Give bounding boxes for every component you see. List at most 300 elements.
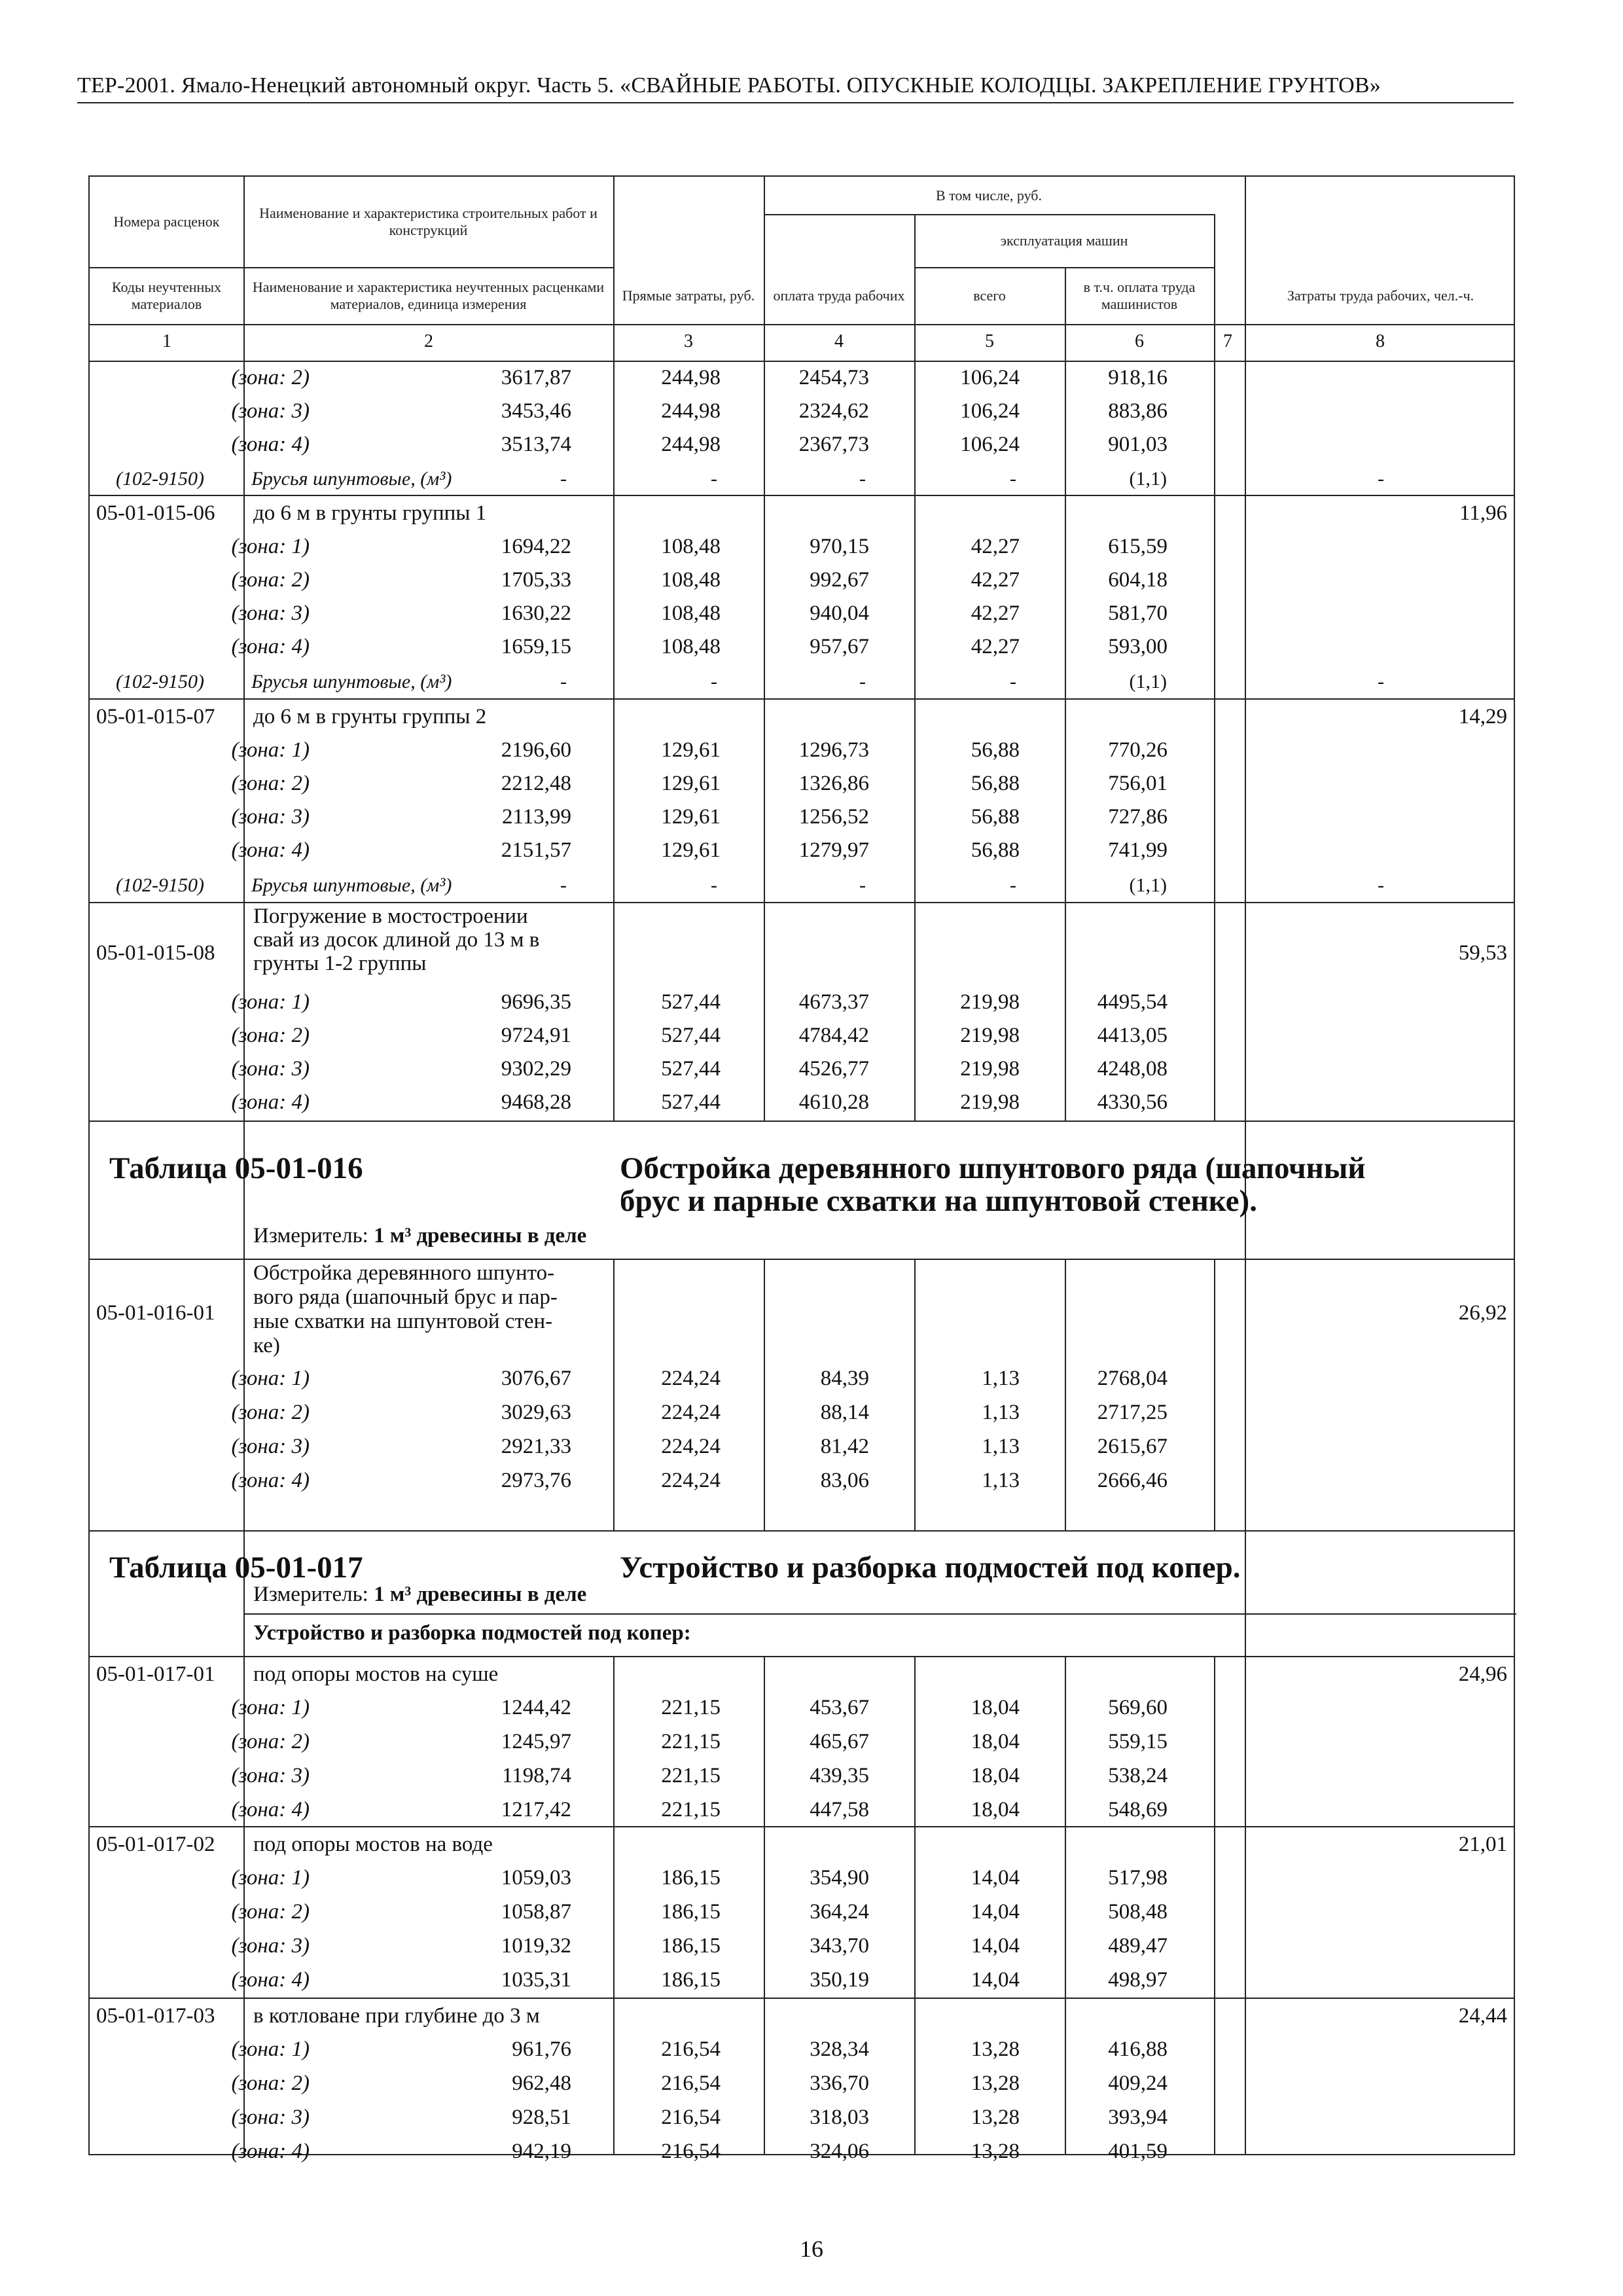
materials-cost: 581,70 — [1108, 601, 1168, 625]
machines-total: 1326,86 — [798, 772, 869, 795]
zone-label: (зона: 2) — [231, 1900, 310, 1924]
zone-label: (зона: 4) — [231, 1469, 310, 1492]
col-labor: Затраты труда рабочих, чел.-ч. — [1287, 287, 1474, 304]
empty-value: - — [711, 874, 717, 896]
direct-cost: 9696,35 — [501, 990, 571, 1014]
col-num: 1 — [162, 331, 171, 351]
zone-label: (зона: 3) — [231, 1764, 310, 1787]
wages-cost: 224,24 — [661, 1435, 721, 1458]
machinist-wages: 106,24 — [960, 399, 1020, 423]
machinist-wages: 14,04 — [971, 1900, 1020, 1924]
table-row — [90, 596, 1514, 630]
table-row — [90, 700, 1514, 734]
table-row — [90, 563, 1514, 597]
rate-name: вого ряда (шапочный брус и пар- — [253, 1285, 558, 1309]
wages-cost: 186,15 — [661, 1934, 721, 1958]
direct-cost: 1019,32 — [501, 1934, 571, 1958]
empty-value: - — [859, 874, 866, 896]
labor-cost: 59,53 — [1458, 941, 1507, 965]
direct-cost: 2196,60 — [501, 738, 571, 762]
machinist-wages: 1,13 — [982, 1367, 1020, 1390]
table-title: Устройство и разборка подмостей под копер. — [620, 1551, 1241, 1585]
machines-total: 4526,77 — [798, 1057, 869, 1081]
rate-name: до 6 м в грунты группы 2 — [253, 705, 487, 728]
direct-cost: 2113,99 — [501, 805, 571, 829]
machines-total: 88,14 — [820, 1401, 869, 1424]
empty-value: - — [1378, 671, 1384, 692]
rate-code: 05-01-015-08 — [96, 941, 215, 965]
material-name: Брусья шпунтовые, (м³) — [251, 671, 452, 692]
machinist-wages: 18,04 — [971, 1764, 1020, 1787]
machinist-wages: 13,28 — [971, 2037, 1020, 2061]
direct-cost: 3453,46 — [501, 399, 571, 423]
machines-total: 364,24 — [810, 1900, 869, 1924]
zone-label: (зона: 1) — [231, 738, 310, 762]
zone-label: (зона: 4) — [231, 635, 310, 658]
table-row — [90, 462, 1514, 496]
wages-cost: 224,24 — [661, 1367, 721, 1390]
machines-total: 328,34 — [810, 2037, 869, 2061]
machinist-wages: 219,98 — [960, 1057, 1020, 1081]
rate-code: 05-01-017-03 — [96, 2004, 215, 2028]
table-row — [90, 630, 1514, 664]
machinist-wages: 18,04 — [971, 1798, 1020, 1821]
machinist-wages: 106,24 — [960, 433, 1020, 456]
section-heading: Устройство и разборка подмостей под копер: — [253, 1621, 691, 1645]
table-title: Обстройка деревянного шпунтового ряда (шапочный — [620, 1151, 1366, 1185]
machines-total: 970,15 — [810, 535, 869, 558]
machines-total: 4610,28 — [798, 1090, 869, 1114]
materials-cost: 548,69 — [1108, 1798, 1168, 1821]
table-row — [90, 985, 1514, 1019]
col-rate-numbers: Номера расценок — [113, 213, 220, 230]
rate-code: 05-01-017-01 — [96, 1662, 215, 1686]
col-codes: Коды неучтенных материалов — [111, 278, 222, 312]
direct-cost: 1659,15 — [501, 635, 571, 658]
wages-cost: 216,54 — [661, 2037, 721, 2061]
direct-cost: 1217,42 — [501, 1798, 571, 1821]
col-num: 4 — [834, 331, 844, 351]
rate-name: свай из досок длиной до 13 м в — [253, 928, 540, 952]
machinist-wages: 42,27 — [971, 568, 1020, 592]
machines-total: 324,06 — [810, 2140, 869, 2163]
direct-cost: 1694,22 — [501, 535, 571, 558]
zone-label: (зона: 4) — [231, 1968, 310, 1992]
table-row — [90, 1691, 1514, 1725]
col-incl: В том числе, руб. — [936, 187, 1042, 204]
zone-label: (зона: 2) — [231, 1024, 310, 1047]
machines-total: 957,67 — [810, 635, 869, 658]
material-code: (102-9150) — [116, 874, 204, 896]
machines-total: 2454,73 — [798, 366, 869, 389]
col-num: 2 — [424, 331, 433, 351]
direct-cost: 2212,48 — [501, 772, 571, 795]
page-number: 16 — [800, 2236, 823, 2262]
direct-cost: 1245,97 — [501, 1730, 571, 1753]
col-mach-wages: в т.ч. оплата труда машинистов — [1083, 278, 1196, 312]
wages-cost: 108,48 — [661, 635, 721, 658]
materials-cost: 756,01 — [1108, 772, 1168, 795]
zone-label: (зона: 3) — [231, 2106, 310, 2129]
empty-value: - — [711, 468, 717, 490]
machinist-wages: 13,28 — [971, 2140, 1020, 2163]
empty-value: - — [560, 468, 567, 490]
wages-cost: 244,98 — [661, 433, 721, 456]
machines-total: 81,42 — [820, 1435, 869, 1458]
wages-cost: 186,15 — [661, 1900, 721, 1924]
materials-cost: 416,88 — [1108, 2037, 1168, 2061]
col-name-unit: Наименование и характеристика неучтенных расценками материалов, единица измерения — [252, 278, 605, 312]
materials-cost: 409,24 — [1108, 2072, 1168, 2095]
labor-cost: 11,96 — [1459, 501, 1507, 525]
zone-label: (зона: 3) — [231, 1934, 310, 1958]
direct-cost: 3076,67 — [501, 1367, 571, 1390]
table-row — [90, 427, 1514, 461]
materials-cost: 727,86 — [1108, 805, 1168, 829]
machinist-wages: 219,98 — [960, 990, 1020, 1014]
machinist-wages: 13,28 — [971, 2106, 1020, 2129]
machinist-wages: 56,88 — [971, 738, 1020, 762]
wages-cost: 244,98 — [661, 366, 721, 389]
table-row — [90, 1793, 1514, 1827]
machines-total: 940,04 — [810, 601, 869, 625]
material-code: (102-9150) — [116, 671, 204, 692]
col-num: 5 — [985, 331, 994, 351]
direct-cost: 3617,87 — [501, 366, 571, 389]
direct-cost: 3029,63 — [501, 1401, 571, 1424]
machines-total: 2367,73 — [798, 433, 869, 456]
direct-cost: 1035,31 — [501, 1968, 571, 1992]
col-machines: эксплуатация машин — [1000, 232, 1128, 249]
materials-cost: 2615,67 — [1097, 1435, 1168, 1458]
wages-cost: 186,15 — [661, 1968, 721, 1992]
wages-cost: 108,48 — [661, 535, 721, 558]
zone-label: (зона: 4) — [231, 1090, 310, 1114]
material-name: Брусья шпунтовые, (м³) — [251, 874, 452, 896]
rate-code: 05-01-017-02 — [96, 1833, 215, 1856]
table-row — [90, 2032, 1514, 2066]
rate-code: 05-01-015-07 — [96, 705, 215, 728]
table-row — [90, 800, 1514, 834]
table-row — [90, 394, 1514, 428]
machines-total: 343,70 — [810, 1934, 869, 1958]
rate-name: ные схватки на шпунтовой стен- — [253, 1310, 553, 1333]
machines-total: 2324,62 — [798, 399, 869, 423]
machines-total: 4673,37 — [798, 990, 869, 1014]
machinist-wages: 106,24 — [960, 366, 1020, 389]
table-row — [90, 766, 1514, 800]
machinist-wages: 1,13 — [982, 1435, 1020, 1458]
direct-cost: 2921,33 — [501, 1435, 571, 1458]
material-code: (102-9150) — [116, 468, 204, 490]
col-num: 3 — [684, 331, 693, 351]
materials-cost: 4330,56 — [1097, 1090, 1168, 1114]
zone-label: (зона: 4) — [231, 2140, 310, 2163]
col-name-char: Наименование и характеристика строительных работ и конструкций — [259, 205, 597, 238]
material-quantity: (1,1) — [1129, 874, 1167, 896]
measure-unit: Измеритель: 1 м³ древесины в деле — [253, 1583, 587, 1606]
rate-name: под опоры мостов на воде — [253, 1833, 493, 1856]
wages-cost: 129,61 — [661, 838, 721, 862]
machinist-wages: 42,27 — [971, 535, 1020, 558]
direct-cost: 928,51 — [512, 2106, 571, 2129]
machines-total: 465,67 — [810, 1730, 869, 1753]
zone-label: (зона: 2) — [231, 2072, 310, 2095]
machinist-wages: 42,27 — [971, 601, 1020, 625]
machines-total: 447,58 — [810, 1798, 869, 1821]
wages-cost: 108,48 — [661, 568, 721, 592]
materials-cost: 569,60 — [1108, 1696, 1168, 1719]
table-row — [90, 1999, 1514, 2033]
zone-label: (зона: 4) — [231, 838, 310, 862]
materials-cost: 615,59 — [1108, 535, 1168, 558]
zone-label: (зона: 1) — [231, 990, 310, 1014]
machinist-wages: 56,88 — [971, 805, 1020, 829]
machines-total: 83,06 — [820, 1469, 869, 1492]
wages-cost: 527,44 — [661, 1090, 721, 1114]
labor-cost: 24,44 — [1458, 2004, 1507, 2028]
empty-value: - — [1010, 874, 1016, 896]
machinist-wages: 42,27 — [971, 635, 1020, 658]
machinist-wages: 14,04 — [971, 1934, 1020, 1958]
machines-total: 1279,97 — [798, 838, 869, 862]
rate-name: под опоры мостов на суше — [253, 1662, 499, 1686]
wages-cost: 221,15 — [661, 1798, 721, 1821]
wages-cost: 527,44 — [661, 1057, 721, 1081]
empty-value: - — [1010, 671, 1016, 692]
table-row — [90, 361, 1514, 395]
col-direct: Прямые затраты, руб. — [622, 287, 755, 304]
material-quantity: (1,1) — [1129, 468, 1167, 490]
table-row — [90, 529, 1514, 564]
direct-cost: 2973,76 — [501, 1469, 571, 1492]
col-wages: оплата труда рабочих — [773, 287, 905, 304]
material-quantity: (1,1) — [1129, 671, 1167, 692]
direct-cost: 9302,29 — [501, 1057, 571, 1081]
wages-cost: 244,98 — [661, 399, 721, 423]
zone-label: (зона: 3) — [231, 1057, 310, 1081]
materials-cost: 918,16 — [1108, 366, 1168, 389]
wages-cost: 216,54 — [661, 2106, 721, 2129]
table-row — [90, 1018, 1514, 1052]
machines-total: 1256,52 — [798, 805, 869, 829]
materials-cost: 2666,46 — [1097, 1469, 1168, 1492]
materials-cost: 538,24 — [1108, 1764, 1168, 1787]
zone-label: (зона: 4) — [231, 433, 310, 456]
empty-value: - — [859, 468, 866, 490]
materials-cost: 4413,05 — [1097, 1024, 1168, 1047]
machinist-wages: 13,28 — [971, 2072, 1020, 2095]
direct-cost: 1630,22 — [501, 601, 571, 625]
zone-label: (зона: 2) — [231, 1401, 310, 1424]
table-row — [90, 1759, 1514, 1793]
materials-cost: 2768,04 — [1097, 1367, 1168, 1390]
rate-name: в котловане при глубине до 3 м — [253, 2004, 540, 2028]
direct-cost: 961,76 — [512, 2037, 571, 2061]
table-row — [90, 1929, 1514, 1963]
rate-code: 05-01-015-06 — [96, 501, 215, 525]
zone-label: (зона: 1) — [231, 1367, 310, 1390]
labor-cost: 21,01 — [1458, 1833, 1507, 1856]
wages-cost: 129,61 — [661, 738, 721, 762]
machines-total: 350,19 — [810, 1968, 869, 1992]
machines-total: 354,90 — [810, 1866, 869, 1890]
materials-cost: 770,26 — [1108, 738, 1168, 762]
running-header: ТЕР-2001. Ямало-Ненецкий автономный округ. Часть 5. «СВАЙНЫЕ РАБОТЫ. ОПУСКНЫЕ КОЛОДЦЫ. ЗАКРЕПЛЕНИЕ ГРУНТОВ» — [77, 73, 1514, 103]
materials-cost: 901,03 — [1108, 433, 1168, 456]
empty-value: - — [1010, 468, 1016, 490]
table-row — [90, 496, 1514, 530]
machines-total: 84,39 — [820, 1367, 869, 1390]
materials-cost: 4248,08 — [1097, 1057, 1168, 1081]
machines-total: 4784,42 — [798, 1024, 869, 1047]
materials-cost: 2717,25 — [1097, 1401, 1168, 1424]
machines-total: 1296,73 — [798, 738, 869, 762]
machines-total: 453,67 — [810, 1696, 869, 1719]
machinist-wages: 56,88 — [971, 838, 1020, 862]
materials-cost: 883,86 — [1108, 399, 1168, 423]
col-num: 8 — [1376, 331, 1385, 351]
zone-label: (зона: 4) — [231, 1798, 310, 1821]
zone-label: (зона: 2) — [231, 1730, 310, 1753]
zone-label: (зона: 1) — [231, 1696, 310, 1719]
materials-cost: 489,47 — [1108, 1934, 1168, 1958]
direct-cost: 1058,87 — [501, 1900, 571, 1924]
table-row — [90, 1463, 1514, 1498]
zone-label: (зона: 1) — [231, 535, 310, 558]
direct-cost: 1705,33 — [501, 568, 571, 592]
direct-cost: 1059,03 — [501, 1866, 571, 1890]
rates-table — [88, 175, 1515, 2163]
table-row — [90, 1725, 1514, 1759]
table-row — [90, 2066, 1514, 2100]
machines-total: 439,35 — [810, 1764, 869, 1787]
rate-name: грунты 1-2 группы — [253, 952, 427, 975]
materials-cost: 559,15 — [1108, 1730, 1168, 1753]
zone-label: (зона: 3) — [231, 601, 310, 625]
empty-value: - — [560, 874, 567, 896]
rate-name: ке) — [253, 1334, 280, 1357]
machines-total: 992,67 — [810, 568, 869, 592]
col-num: 6 — [1135, 331, 1144, 351]
direct-cost: 1244,42 — [501, 1696, 571, 1719]
direct-cost: 9468,28 — [501, 1090, 571, 1114]
table-row — [90, 1361, 1514, 1395]
wages-cost: 221,15 — [661, 1696, 721, 1719]
wages-cost: 216,54 — [661, 2140, 721, 2163]
zone-label: (зона: 3) — [231, 805, 310, 829]
machinist-wages: 18,04 — [971, 1696, 1020, 1719]
materials-cost: 508,48 — [1108, 1900, 1168, 1924]
zone-label: (зона: 3) — [231, 1435, 310, 1458]
empty-value: - — [1378, 468, 1384, 490]
table-row — [90, 869, 1514, 903]
rate-name: Обстройка деревянного шпунто- — [253, 1261, 555, 1285]
machinist-wages: 14,04 — [971, 1968, 1020, 1992]
direct-cost: 2151,57 — [501, 838, 571, 862]
machines-total: 336,70 — [810, 2072, 869, 2095]
machinist-wages: 1,13 — [982, 1469, 1020, 1492]
materials-cost: 401,59 — [1108, 2140, 1168, 2163]
wages-cost: 129,61 — [661, 772, 721, 795]
direct-cost: 3513,74 — [501, 433, 571, 456]
wages-cost: 186,15 — [661, 1866, 721, 1890]
table-row — [90, 1657, 1514, 1691]
wages-cost: 108,48 — [661, 601, 721, 625]
table-row — [90, 2100, 1514, 2134]
machinist-wages: 56,88 — [971, 772, 1020, 795]
table-row — [90, 1963, 1514, 1997]
material-name: Брусья шпунтовые, (м³) — [251, 468, 452, 490]
table-label: Таблица 05-01-016 — [109, 1151, 363, 1185]
direct-cost: 962,48 — [512, 2072, 571, 2095]
table-row — [90, 1085, 1514, 1119]
table-row — [90, 1395, 1514, 1429]
zone-label: (зона: 1) — [231, 1866, 310, 1890]
zone-label: (зона: 2) — [231, 772, 310, 795]
measure-unit: Измеритель: 1 м³ древесины в деле — [253, 1224, 587, 1247]
wages-cost: 129,61 — [661, 805, 721, 829]
materials-cost: 517,98 — [1108, 1866, 1168, 1890]
table-row — [90, 833, 1514, 867]
table-label: Таблица 05-01-017 — [109, 1551, 363, 1585]
machinist-wages: 219,98 — [960, 1024, 1020, 1047]
zone-label: (зона: 2) — [231, 568, 310, 592]
empty-value: - — [711, 671, 717, 692]
table-row — [90, 1827, 1514, 1861]
materials-cost: 4495,54 — [1097, 990, 1168, 1014]
col-num: 7 — [1223, 331, 1232, 351]
direct-cost: 942,19 — [512, 2140, 571, 2163]
col-total: всего — [973, 287, 1006, 304]
direct-cost: 9724,91 — [501, 1024, 571, 1047]
wages-cost: 224,24 — [661, 1401, 721, 1424]
wages-cost: 221,15 — [661, 1764, 721, 1787]
empty-value: - — [560, 671, 567, 692]
wages-cost: 221,15 — [661, 1730, 721, 1753]
machinist-wages: 219,98 — [960, 1090, 1020, 1114]
machinist-wages: 18,04 — [971, 1730, 1020, 1753]
empty-value: - — [859, 671, 866, 692]
rate-name: Погружение в мостостроении — [253, 905, 528, 928]
wages-cost: 527,44 — [661, 990, 721, 1014]
table-row — [90, 1260, 1514, 1371]
materials-cost: 593,00 — [1108, 635, 1168, 658]
zone-label: (зона: 3) — [231, 399, 310, 423]
empty-value: - — [1378, 874, 1384, 896]
table-row — [90, 665, 1514, 699]
labor-cost: 24,96 — [1458, 1662, 1507, 1686]
table-row — [90, 1429, 1514, 1463]
rate-name: до 6 м в грунты группы 1 — [253, 501, 487, 525]
wages-cost: 216,54 — [661, 2072, 721, 2095]
materials-cost: 741,99 — [1108, 838, 1168, 862]
table-row — [90, 1052, 1514, 1086]
table-row — [90, 733, 1514, 767]
table-row — [90, 2134, 1514, 2168]
table-title: брус и парные схватки на шпунтовой стенке). — [620, 1184, 1257, 1218]
materials-cost: 604,18 — [1108, 568, 1168, 592]
machinist-wages: 14,04 — [971, 1866, 1020, 1890]
zone-label: (зона: 2) — [231, 366, 310, 389]
wages-cost: 527,44 — [661, 1024, 721, 1047]
zone-label: (зона: 1) — [231, 2037, 310, 2061]
labor-cost: 14,29 — [1458, 705, 1507, 728]
direct-cost: 1198,74 — [501, 1764, 571, 1787]
machines-total: 318,03 — [810, 2106, 869, 2129]
materials-cost: 498,97 — [1108, 1968, 1168, 1992]
labor-cost: 26,92 — [1458, 1301, 1507, 1325]
